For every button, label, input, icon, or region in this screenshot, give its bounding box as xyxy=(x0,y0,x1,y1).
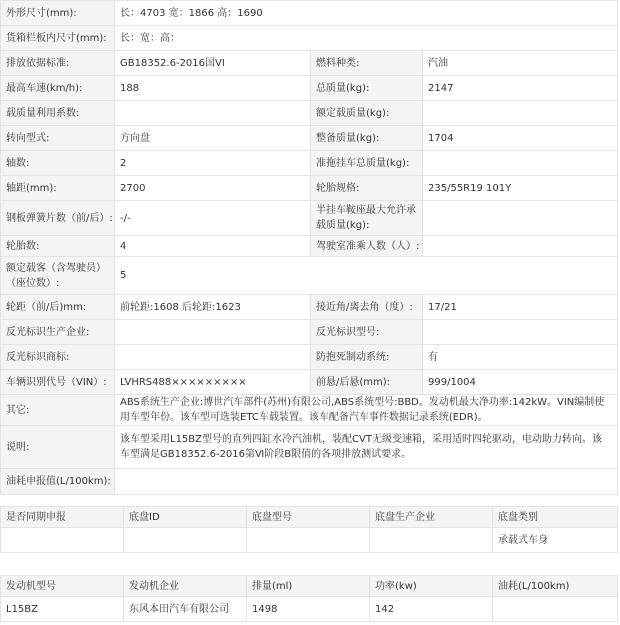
spec-label: 其它: xyxy=(1,395,115,426)
spec-label: 载质量利用系数: xyxy=(1,101,115,126)
spec-label: 轴数: xyxy=(1,151,115,176)
engine-table xyxy=(0,575,618,622)
spec-value: 2 xyxy=(115,151,311,176)
spec-row xyxy=(1,426,618,469)
spec-label: 总质量(kg): xyxy=(311,76,423,101)
spec-row xyxy=(1,151,618,176)
spec-label: 轮距（前/后)mm: xyxy=(1,295,115,320)
spec-label: 燃料种类: xyxy=(311,51,423,76)
engine-cell: 东风本田汽车有限公司 xyxy=(124,597,247,622)
spec-label: 排放依据标准: xyxy=(1,51,115,76)
spec-value: 235/55R19 101Y xyxy=(423,176,618,201)
spec-row xyxy=(1,370,618,395)
spec-value: 该车型采用L15BZ型号的直列四缸水冷汽油机，装配CVT无级变速箱，采用适时四轮驱动，电动助力转向。该车型满足GB18352.6-2016第Ⅵ阶段B限值的各项排放测试要求。 xyxy=(115,426,618,469)
spec-row xyxy=(1,469,618,495)
spec-row xyxy=(1,345,618,370)
spec-value: LVHRS488××××××××× xyxy=(115,370,311,395)
spec-label: 货箱栏板内尺寸(mm): xyxy=(1,26,115,51)
spec-value: 汽油 xyxy=(423,51,618,76)
spec-value xyxy=(115,469,618,495)
engine-cell: 142 xyxy=(370,597,493,622)
spec-label: 轮胎规格: xyxy=(311,176,423,201)
spec-value: 1704 xyxy=(423,126,618,151)
spec-value xyxy=(423,101,618,126)
spec-value: 4 xyxy=(115,236,311,257)
chassis-cell xyxy=(1,528,124,553)
spec-label: 转向型式: xyxy=(1,126,115,151)
spec-row xyxy=(1,76,618,101)
engine-cell: 1498 xyxy=(247,597,370,622)
chassis-cell xyxy=(124,528,247,553)
spec-label: 半挂车鞍座最大允许承载质量(kg): xyxy=(311,201,423,236)
spec-row xyxy=(1,1,618,26)
engine-header-cell: 排量(ml) xyxy=(247,576,370,597)
spec-value xyxy=(115,101,311,126)
spec-value xyxy=(423,320,618,345)
spec-label: 说明: xyxy=(1,426,115,469)
chassis-cell xyxy=(370,528,493,553)
spec-label: 反光标识生产企业: xyxy=(1,320,115,345)
spec-value: 前轮距:1608 后轮距:1623 xyxy=(115,295,311,320)
spec-value: 999/1004 xyxy=(423,370,618,395)
spec-value xyxy=(423,201,618,236)
chassis-header-cell: 是否同期申报 xyxy=(1,507,124,528)
spec-row xyxy=(1,51,618,76)
engine-header-cell: 功率(kw) xyxy=(370,576,493,597)
spec-row xyxy=(1,126,618,151)
spec-label: 外形尺寸(mm): xyxy=(1,1,115,26)
spec-value xyxy=(423,151,618,176)
spec-row xyxy=(1,395,618,426)
spec-value: ABS系统生产企业:博世汽车部件(苏州)有限公司,ABS系统型号:BBD。发动机最大净功率:142kW。VIN编制使用车型年份。该车型可选装ETC车载装置。该车配备汽车事件数据记录系统(EDR)。 xyxy=(115,395,618,426)
chassis-table xyxy=(0,506,618,553)
spec-row xyxy=(1,257,618,295)
spec-row xyxy=(1,26,618,51)
chassis-header-cell: 底盘生产企业 xyxy=(370,507,493,528)
spec-row xyxy=(1,295,618,320)
spec-label: 轴距(mm): xyxy=(1,176,115,201)
spec-row xyxy=(1,201,618,236)
spec-value: 2700 xyxy=(115,176,311,201)
spec-label: 整备质量(kg): xyxy=(311,126,423,151)
spec-value xyxy=(423,236,618,257)
spec-label: 额定载客（含驾驶员）（座位数）: xyxy=(1,257,115,295)
spec-label: 钢板弹簧片数（前/后）: xyxy=(1,201,115,236)
spec-label: 防抱死制动系统: xyxy=(311,345,423,370)
chassis-header-cell: 底盘ID xyxy=(124,507,247,528)
spec-label: 反光标识型号: xyxy=(311,320,423,345)
spec-value xyxy=(115,345,311,370)
spec-value: GB18352.6-2016国VI xyxy=(115,51,311,76)
spec-value: 长：宽：高： xyxy=(115,26,618,51)
spec-label: 轮胎数: xyxy=(1,236,115,257)
engine-header-cell: 发动机型号 xyxy=(1,576,124,597)
spec-row xyxy=(1,101,618,126)
spec-row xyxy=(1,176,618,201)
engine-cell xyxy=(493,597,618,622)
spec-label: 前悬/后悬(mm): xyxy=(311,370,423,395)
chassis-header-cell: 底盘型号 xyxy=(247,507,370,528)
spec-value: -/- xyxy=(115,201,311,236)
spec-row xyxy=(1,320,618,345)
spec-label: 反光标识商标: xyxy=(1,345,115,370)
spec-value: 有 xyxy=(423,345,618,370)
chassis-cell xyxy=(247,528,370,553)
spec-label: 驾驶室准乘人数（人）: xyxy=(311,236,423,257)
spec-label: 额定载质量(kg): xyxy=(311,101,423,126)
spec-value: 长：4703 宽：1866 高：1690 xyxy=(115,1,618,26)
chassis-header-cell: 底盘类别 xyxy=(493,507,618,528)
spec-label: 准拖挂车总质量(kg): xyxy=(311,151,423,176)
spec-label: 车辆识别代号（VIN）: xyxy=(1,370,115,395)
spec-value xyxy=(115,320,311,345)
engine-header-cell: 油耗(L/100km) xyxy=(493,576,618,597)
spec-value: 方向盘 xyxy=(115,126,311,151)
spec-value: 2147 xyxy=(423,76,618,101)
engine-cell: L15BZ xyxy=(1,597,124,622)
engine-header-cell: 发动机企业 xyxy=(124,576,247,597)
spec-row xyxy=(1,236,618,257)
spec-value: 5 xyxy=(115,257,618,295)
spec-value: 188 xyxy=(115,76,311,101)
chassis-cell: 承载式车身 xyxy=(493,528,618,553)
spec-label: 接近角/离去角（度）: xyxy=(311,295,423,320)
spec-value: 17/21 xyxy=(423,295,618,320)
spec-label: 最高车速(km/h): xyxy=(1,76,115,101)
spec-label: 油耗申报值(L/100km): xyxy=(1,469,115,495)
